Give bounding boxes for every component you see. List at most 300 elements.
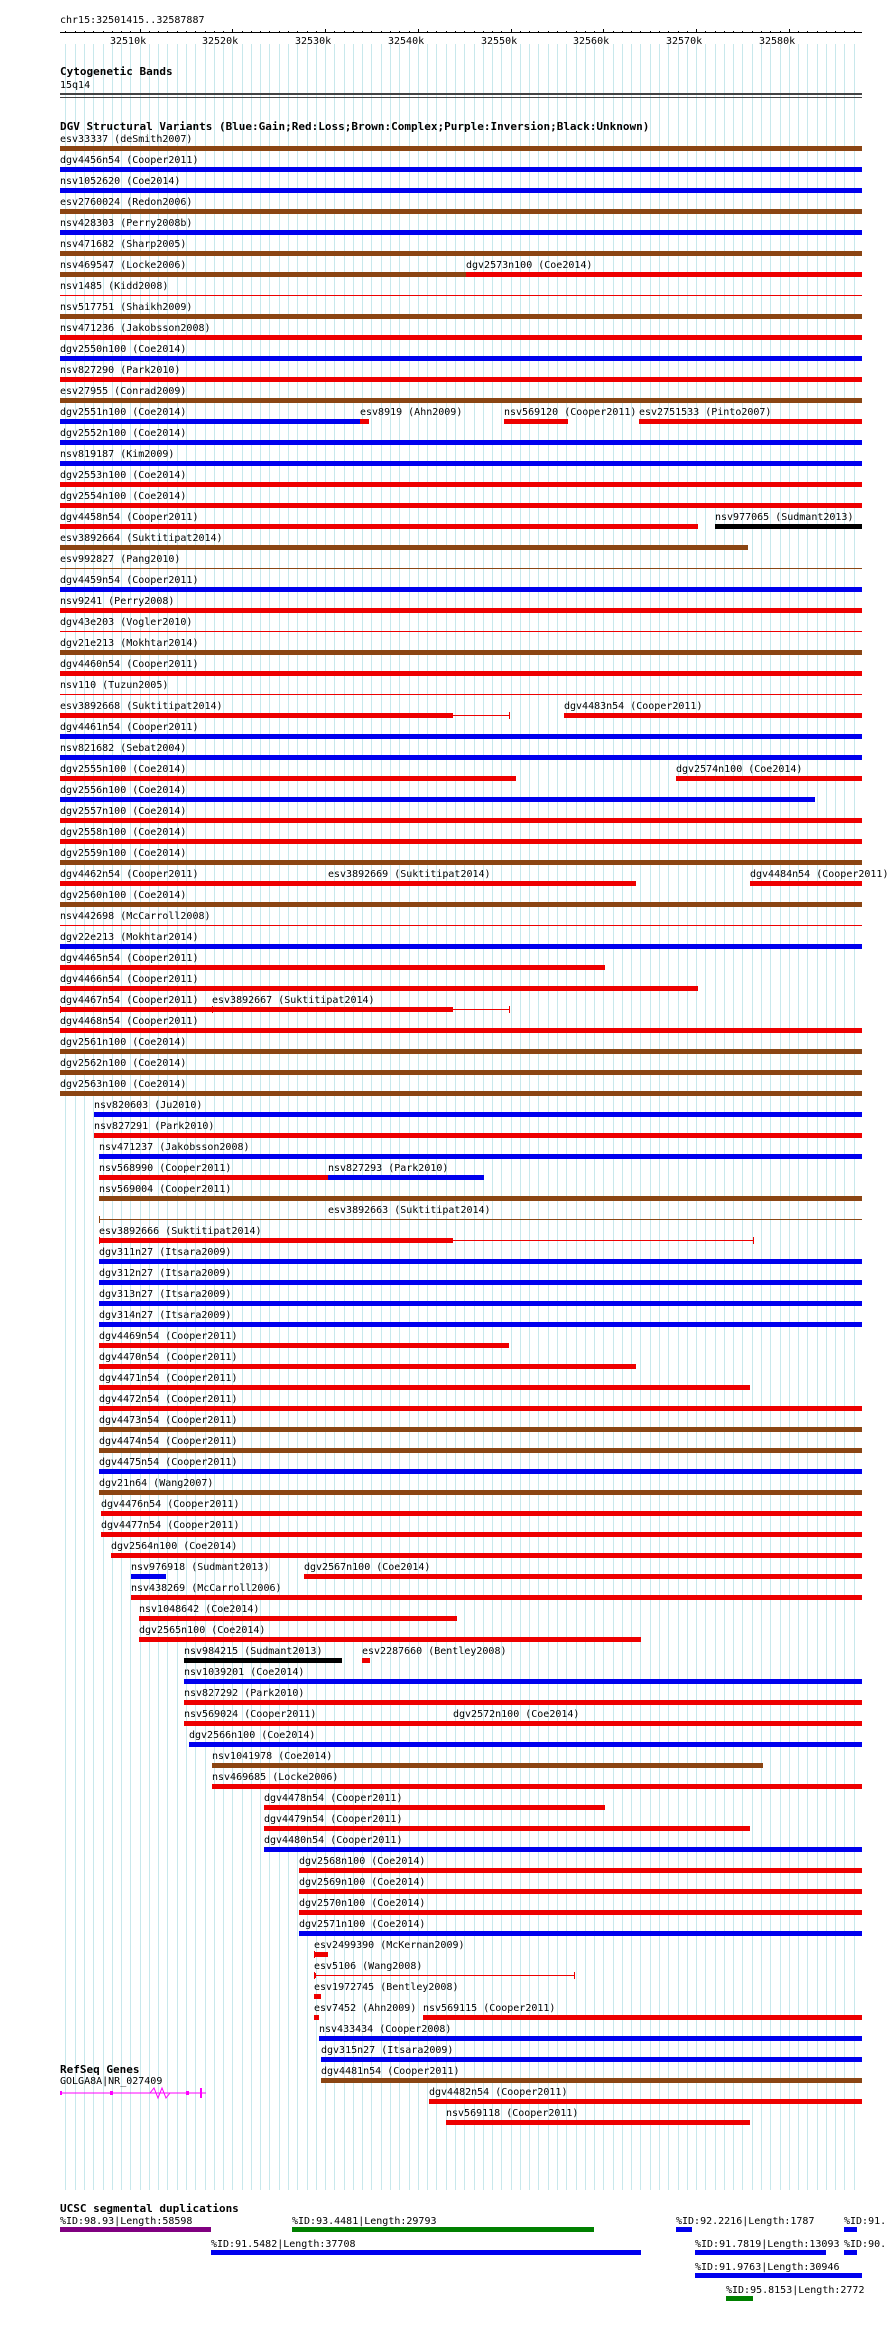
feature-label[interactable]: nsv471682 (Sharp2005): [60, 239, 187, 250]
feature-label[interactable]: dgv2571n100 (Coe2014): [299, 1919, 426, 1930]
feature-bar[interactable]: [328, 1219, 862, 1220]
ruler-minor-tick: [84, 31, 85, 33]
feature-label[interactable]: %ID:91.: [844, 2216, 887, 2227]
feature-label[interactable]: esv8919 (Ahn2009): [360, 407, 463, 418]
feature-bar[interactable]: [564, 713, 862, 718]
feature-bar[interactable]: [60, 587, 862, 592]
feature-label[interactable]: nsv471237 (Jakobsson2008): [99, 1142, 250, 1153]
feature-bar[interactable]: [99, 1427, 862, 1432]
feature-label[interactable]: nsv568990 (Cooper2011): [99, 1163, 232, 1174]
feature-bar[interactable]: [60, 503, 862, 508]
feature-bar[interactable]: [60, 734, 862, 739]
ruler-minor-tick: [844, 31, 845, 33]
feature-label[interactable]: dgv4462n54 (Cooper2011): [60, 869, 199, 880]
feature-label[interactable]: esv7452 (Ahn2009): [314, 2003, 417, 2014]
feature-label[interactable]: %ID:95.8153|Length:2772: [726, 2285, 865, 2296]
ruler-minor-tick: [279, 31, 280, 33]
feature-label[interactable]: esv3892668 (Suktitipat2014): [60, 701, 223, 712]
feature-label[interactable]: nsv9241 (Perry2008): [60, 596, 175, 607]
feature-label[interactable]: esv992827 (Pang2010): [60, 554, 181, 565]
feature-bar[interactable]: [99, 1322, 862, 1327]
feature-bar[interactable]: [423, 2015, 862, 2020]
feature-bar[interactable]: [60, 797, 815, 802]
segdup-track-title[interactable]: UCSC segmental duplications: [60, 2202, 239, 2215]
feature-bar[interactable]: [111, 1553, 862, 1558]
feature-label[interactable]: dgv2570n100 (Coe2014): [299, 1898, 426, 1909]
feature-bar[interactable]: [189, 1742, 862, 1747]
feature-label[interactable]: nsv428303 (Perry2008b): [60, 218, 193, 229]
feature-label[interactable]: dgv4466n54 (Cooper2011): [60, 974, 199, 985]
feature-label[interactable]: esv3892667 (Suktitipat2014): [212, 995, 375, 1006]
feature-bar[interactable]: [299, 1910, 862, 1915]
feature-bar[interactable]: [60, 902, 862, 907]
feature-label[interactable]: dgv2551n100 (Coe2014): [60, 407, 187, 418]
ruler-minor-tick: [269, 31, 270, 33]
feature-bar[interactable]: [94, 1133, 862, 1138]
feature-bar[interactable]: [60, 568, 862, 569]
feature-bar[interactable]: [844, 2250, 857, 2255]
feature-bar[interactable]: [60, 314, 862, 319]
feature-label[interactable]: dgv2566n100 (Coe2014): [189, 1730, 316, 1741]
feature-bar[interactable]: [60, 251, 862, 256]
feature-bar[interactable]: [184, 1658, 342, 1663]
feature-bar[interactable]: [99, 1301, 862, 1306]
feature-bar[interactable]: [131, 1574, 166, 1579]
feature-label[interactable]: nsv469685 (Locke2006): [212, 1772, 339, 1783]
ruler-minor-tick: [668, 31, 669, 33]
feature-bar[interactable]: [264, 1847, 862, 1852]
feature-bar[interactable]: [139, 1616, 457, 1621]
feature-label[interactable]: %ID:93.4481|Length:29793: [292, 2216, 437, 2227]
ruler-minor-tick: [353, 31, 354, 33]
feature-label[interactable]: dgv4474n54 (Cooper2011): [99, 1436, 238, 1447]
feature-bar[interactable]: [264, 1826, 750, 1831]
feature-label[interactable]: dgv4478n54 (Cooper2011): [264, 1793, 403, 1804]
feature-label[interactable]: esv3892664 (Suktitipat2014): [60, 533, 223, 544]
feature-bar[interactable]: [131, 1595, 862, 1600]
feature-label[interactable]: nsv110 (Tuzun2005): [60, 680, 169, 691]
feature-label[interactable]: nsv827291 (Park2010): [94, 1121, 215, 1132]
feature-bar[interactable]: [60, 461, 862, 466]
feature-label[interactable]: dgv4467n54 (Cooper2011): [60, 995, 199, 1006]
feature-label[interactable]: esv5106 (Wang2008): [314, 1961, 423, 1972]
feature-bar[interactable]: [99, 1364, 636, 1369]
feature-label[interactable]: nsv827293 (Park2010): [328, 1163, 449, 1174]
ruler-minor-tick: [817, 31, 818, 33]
feature-label[interactable]: %ID:91.7819|Length:13093: [695, 2239, 840, 2250]
ruler-minor-tick: [167, 31, 168, 33]
feature-label[interactable]: nsv1052620 (Coe2014): [60, 176, 181, 187]
feature-bar[interactable]: [60, 860, 862, 865]
feature-label[interactable]: nsv569118 (Cooper2011): [446, 2108, 579, 2119]
feature-bar[interactable]: [60, 356, 862, 361]
feature-bar[interactable]: [99, 1175, 328, 1180]
feature-label[interactable]: nsv471236 (Jakobsson2008): [60, 323, 211, 334]
feature-label[interactable]: esv2499390 (McKernan2009): [314, 1940, 465, 1951]
feature-label[interactable]: dgv22e213 (Mokhtar2014): [60, 932, 199, 943]
feature-label[interactable]: nsv569024 (Cooper2011): [184, 1709, 317, 1720]
feature-label[interactable]: dgv2568n100 (Coe2014): [299, 1856, 426, 1867]
feature-bar[interactable]: [99, 1343, 509, 1348]
feature-bar[interactable]: [60, 839, 862, 844]
ruler-minor-tick: [798, 31, 799, 33]
feature-bar[interactable]: [299, 1931, 862, 1936]
feature-label[interactable]: nsv1041978 (Coe2014): [212, 1751, 333, 1762]
feature-label[interactable]: nsv1048642 (Coe2014): [139, 1604, 260, 1615]
feature-label[interactable]: dgv2572n100 (Coe2014): [453, 1709, 580, 1720]
feature-label[interactable]: dgv4469n54 (Cooper2011): [99, 1331, 238, 1342]
feature-label[interactable]: nsv820603 (Ju2010): [94, 1100, 203, 1111]
feature-label[interactable]: dgv2556n100 (Coe2014): [60, 785, 187, 796]
feature-connector: [453, 715, 509, 716]
ruler-major-tick: [696, 29, 697, 33]
feature-bar[interactable]: [328, 1175, 484, 1180]
feature-bar[interactable]: [314, 1952, 328, 1957]
feature-label[interactable]: %ID:90.: [844, 2239, 887, 2250]
feature-bar[interactable]: [139, 1637, 641, 1642]
feature-start-tick: [314, 1951, 315, 1958]
ruler-minor-tick: [631, 31, 632, 33]
feature-bar[interactable]: [321, 2078, 862, 2083]
feature-label[interactable]: dgv4468n54 (Cooper2011): [60, 1016, 199, 1027]
feature-label[interactable]: dgv2555n100 (Coe2014): [60, 764, 187, 775]
ruler-minor-tick: [742, 31, 743, 33]
feature-bar[interactable]: [60, 608, 862, 613]
feature-bar[interactable]: [99, 1448, 862, 1453]
feature-label[interactable]: dgv4481n54 (Cooper2011): [321, 2066, 460, 2077]
feature-bar[interactable]: [60, 1007, 212, 1012]
ruler-minor-tick: [483, 31, 484, 33]
ruler-minor-tick: [121, 31, 122, 33]
feature-label[interactable]: dgv2554n100 (Coe2014): [60, 491, 187, 502]
ruler-minor-tick: [622, 31, 623, 33]
feature-label[interactable]: dgv312n27 (Itsara2009): [99, 1268, 232, 1279]
feature-bar[interactable]: [314, 2015, 319, 2020]
feature-label[interactable]: dgv4458n54 (Cooper2011): [60, 512, 199, 523]
feature-bar[interactable]: [60, 713, 453, 718]
feature-label[interactable]: dgv4477n54 (Cooper2011): [101, 1520, 240, 1531]
feature-label[interactable]: dgv4484n54 (Cooper2011): [750, 869, 889, 880]
feature-label[interactable]: nsv569120 (Cooper2011): [504, 407, 637, 418]
feature-label[interactable]: dgv313n27 (Itsara2009): [99, 1289, 232, 1300]
feature-label[interactable]: nsv438269 (McCarroll2006): [131, 1583, 282, 1594]
feature-label[interactable]: %ID:91.5482|Length:37708: [211, 2239, 356, 2250]
feature-bar[interactable]: [212, 1007, 453, 1012]
ruler-minor-tick: [436, 31, 437, 33]
feature-label[interactable]: dgv2569n100 (Coe2014): [299, 1877, 426, 1888]
feature-bar[interactable]: [184, 1721, 453, 1726]
feature-bar[interactable]: [60, 398, 862, 403]
feature-bar[interactable]: [60, 818, 862, 823]
cytoband-track-title[interactable]: Cytogenetic Bands: [60, 65, 173, 78]
ruler-minor-tick: [344, 31, 345, 33]
feature-label[interactable]: nsv469547 (Locke2006): [60, 260, 187, 271]
feature-bar[interactable]: [101, 1511, 862, 1516]
feature-bar[interactable]: [99, 1154, 862, 1159]
feature-label[interactable]: dgv43e203 (Vogler2010): [60, 617, 193, 628]
feature-bar[interactable]: [60, 881, 328, 886]
feature-label[interactable]: esv27955 (Conrad2009): [60, 386, 187, 397]
feature-bar[interactable]: [60, 545, 748, 550]
feature-bar[interactable]: [695, 2250, 826, 2255]
feature-bar[interactable]: [60, 671, 862, 676]
ruler-minor-tick: [223, 31, 224, 33]
ruler-minor-tick: [186, 31, 187, 33]
feature-bar[interactable]: [101, 1532, 862, 1537]
feature-label[interactable]: dgv4483n54 (Cooper2011): [564, 701, 703, 712]
feature-label[interactable]: esv3892666 (Suktitipat2014): [99, 1226, 262, 1237]
feature-bar[interactable]: [676, 2227, 692, 2232]
feature-bar[interactable]: [60, 440, 862, 445]
feature-label[interactable]: dgv4465n54 (Cooper2011): [60, 953, 199, 964]
feature-bar[interactable]: [99, 1196, 862, 1201]
feature-bar[interactable]: [299, 1889, 862, 1894]
feature-bar[interactable]: [99, 1385, 750, 1390]
feature-bar[interactable]: [504, 419, 568, 424]
feature-bar[interactable]: [60, 925, 862, 926]
feature-label[interactable]: esv3892663 (Suktitipat2014): [328, 1205, 491, 1216]
ruler-minor-tick: [455, 31, 456, 33]
feature-label[interactable]: esv2760024 (Redon2006): [60, 197, 193, 208]
ruler-minor-tick: [288, 31, 289, 33]
feature-bar[interactable]: [60, 295, 862, 296]
feature-bar[interactable]: [676, 776, 862, 781]
feature-label[interactable]: dgv4479n54 (Cooper2011): [264, 1814, 403, 1825]
feature-label[interactable]: dgv4480n54 (Cooper2011): [264, 1835, 403, 1846]
feature-bar[interactable]: [60, 272, 466, 277]
feature-bar[interactable]: [60, 965, 605, 970]
feature-bar[interactable]: [212, 1784, 862, 1789]
feature-label[interactable]: dgv2562n100 (Coe2014): [60, 1058, 187, 1069]
feature-label[interactable]: dgv2564n100 (Coe2014): [111, 1541, 238, 1552]
feature-start-tick: [60, 1006, 61, 1013]
feature-label[interactable]: dgv315n27 (Itsara2009): [321, 2045, 454, 2056]
refseq-gene-glyph[interactable]: [60, 2086, 210, 2100]
feature-bar[interactable]: [726, 2296, 753, 2301]
ruler-minor-tick: [576, 31, 577, 33]
feature-label[interactable]: nsv442698 (McCarroll2008): [60, 911, 211, 922]
feature-label[interactable]: dgv4461n54 (Cooper2011): [60, 722, 199, 733]
feature-bar[interactable]: [99, 1469, 862, 1474]
feature-bar[interactable]: [99, 1406, 862, 1411]
feature-label[interactable]: dgv2558n100 (Coe2014): [60, 827, 187, 838]
ruler-minor-tick: [538, 31, 539, 33]
feature-bar[interactable]: [60, 2227, 211, 2232]
ruler-minor-tick: [752, 31, 753, 33]
feature-label[interactable]: nsv976918 (Sudmant2013): [131, 1562, 270, 1573]
feature-label[interactable]: nsv977065 (Sudmant2013): [715, 512, 854, 523]
ruler-minor-tick: [492, 31, 493, 33]
feature-label[interactable]: nsv984215 (Sudmant2013): [184, 1646, 323, 1657]
ruler-minor-tick: [474, 31, 475, 33]
feature-label[interactable]: esv2751533 (Pinto2007): [639, 407, 772, 418]
feature-bar[interactable]: [60, 230, 862, 235]
feature-label[interactable]: dgv314n27 (Itsara2009): [99, 1310, 232, 1321]
feature-label[interactable]: nsv517751 (Shaikh2009): [60, 302, 193, 313]
feature-bar[interactable]: [94, 1112, 862, 1117]
feature-bar[interactable]: [99, 1238, 453, 1243]
feature-bar[interactable]: [60, 694, 862, 695]
feature-bar[interactable]: [446, 2120, 750, 2125]
feature-bar[interactable]: [453, 1721, 862, 1726]
feature-bar[interactable]: [60, 188, 862, 193]
ruler-minor-tick: [566, 31, 567, 33]
feature-label[interactable]: dgv2561n100 (Coe2014): [60, 1037, 187, 1048]
feature-end-tick: [753, 1237, 754, 1244]
feature-bar[interactable]: [60, 335, 862, 340]
feature-label[interactable]: esv1972745 (Bentley2008): [314, 1982, 459, 1993]
feature-label[interactable]: %ID:91.9763|Length:30946: [695, 2262, 840, 2273]
feature-label[interactable]: esv33337 (deSmith2007): [60, 134, 193, 145]
ruler-minor-tick: [362, 31, 363, 33]
feature-label[interactable]: dgv2573n100 (Coe2014): [466, 260, 593, 271]
feature-label[interactable]: dgv311n27 (Itsara2009): [99, 1247, 232, 1258]
feature-label[interactable]: dgv2557n100 (Coe2014): [60, 806, 187, 817]
feature-label[interactable]: dgv21e213 (Mokhtar2014): [60, 638, 199, 649]
feature-bar[interactable]: [60, 1028, 862, 1033]
feature-label[interactable]: nsv433434 (Cooper2008): [319, 2024, 452, 2035]
feature-bar[interactable]: [321, 2057, 862, 2062]
feature-label[interactable]: dgv4456n54 (Cooper2011): [60, 155, 199, 166]
feature-label[interactable]: dgv4460n54 (Cooper2011): [60, 659, 199, 670]
feature-label[interactable]: dgv2565n100 (Coe2014): [139, 1625, 266, 1636]
feature-bar[interactable]: [60, 776, 516, 781]
refseq-track-title[interactable]: RefSeq Genes: [60, 2063, 140, 2076]
feature-bar[interactable]: [750, 881, 862, 886]
feature-bar[interactable]: [639, 419, 862, 424]
feature-label[interactable]: dgv4470n54 (Cooper2011): [99, 1352, 238, 1363]
feature-label[interactable]: %ID:98.93|Length:58598: [60, 2216, 193, 2227]
feature-bar[interactable]: [360, 419, 369, 424]
feature-label[interactable]: dgv2553n100 (Coe2014): [60, 470, 187, 481]
ruler-minor-tick: [594, 31, 595, 33]
feature-label[interactable]: dgv2567n100 (Coe2014): [304, 1562, 431, 1573]
feature-label[interactable]: dgv2574n100 (Coe2014): [676, 764, 803, 775]
feature-label[interactable]: dgv4482n54 (Cooper2011): [429, 2087, 568, 2098]
feature-bar[interactable]: [695, 2273, 862, 2278]
ruler-minor-tick: [177, 31, 178, 33]
feature-label[interactable]: dgv21n64 (Wang2007): [99, 1478, 214, 1489]
feature-bar[interactable]: [304, 1574, 862, 1579]
ruler-minor-tick: [501, 31, 502, 33]
feature-bar[interactable]: [319, 2036, 862, 2041]
feature-bar[interactable]: [184, 1679, 862, 1684]
feature-label[interactable]: dgv4459n54 (Cooper2011): [60, 575, 199, 586]
ruler-minor-tick: [158, 31, 159, 33]
ruler-minor-tick: [733, 31, 734, 33]
feature-label[interactable]: dgv2550n100 (Coe2014): [60, 344, 187, 355]
feature-bar[interactable]: [60, 1091, 862, 1096]
feature-bar[interactable]: [429, 2099, 862, 2104]
ruler-minor-tick: [427, 31, 428, 33]
feature-label[interactable]: dgv4476n54 (Cooper2011): [101, 1499, 240, 1510]
feature-bar[interactable]: [211, 2250, 641, 2255]
feature-connector: [99, 1219, 328, 1220]
feature-bar[interactable]: [314, 1994, 321, 1999]
feature-bar[interactable]: [60, 524, 698, 529]
ruler-major-tick: [511, 29, 512, 33]
feature-label[interactable]: dgv4471n54 (Cooper2011): [99, 1373, 238, 1384]
feature-bar[interactable]: [844, 2227, 857, 2232]
feature-bar[interactable]: [60, 944, 862, 949]
feature-bar[interactable]: [212, 1763, 763, 1768]
ruler-minor-tick: [195, 31, 196, 33]
feature-label[interactable]: dgv4473n54 (Cooper2011): [99, 1415, 238, 1426]
feature-label[interactable]: %ID:92.2216|Length:1787: [676, 2216, 815, 2227]
ruler-minor-tick: [687, 31, 688, 33]
ruler-tick-label: 32560k: [573, 36, 610, 47]
feature-bar[interactable]: [184, 1700, 862, 1705]
feature-label[interactable]: dgv2559n100 (Coe2014): [60, 848, 187, 859]
feature-label[interactable]: dgv2563n100 (Coe2014): [60, 1079, 187, 1090]
feature-bar[interactable]: [328, 881, 636, 886]
feature-label[interactable]: dgv2560n100 (Coe2014): [60, 890, 187, 901]
ruler-minor-tick: [214, 31, 215, 33]
feature-bar[interactable]: [60, 1070, 862, 1075]
ruler-minor-tick: [251, 31, 252, 33]
dgv-track-title[interactable]: DGV Structural Variants (Blue:Gain;Red:Loss;Brown:Complex;Purple:Inversion;Black:Unknown): [60, 120, 650, 133]
feature-bar[interactable]: [362, 1658, 370, 1663]
feature-label[interactable]: dgv4472n54 (Cooper2011): [99, 1394, 238, 1405]
feature-label[interactable]: nsv569115 (Cooper2011): [423, 2003, 556, 2014]
feature-bar[interactable]: [60, 986, 698, 991]
feature-bar[interactable]: [60, 419, 360, 424]
ruler-minor-tick: [529, 31, 530, 33]
feature-bar[interactable]: [292, 2227, 594, 2232]
feature-bar[interactable]: [60, 209, 862, 214]
feature-label[interactable]: nsv827290 (Park2010): [60, 365, 181, 376]
ruler-minor-tick: [705, 31, 706, 33]
feature-bar[interactable]: [466, 272, 862, 277]
ruler-major-tick: [418, 29, 419, 33]
feature-label[interactable]: nsv1485 (Kidd2008): [60, 281, 169, 292]
feature-connector: [316, 1975, 574, 1976]
ruler-major-tick: [140, 29, 141, 33]
feature-label[interactable]: dgv2552n100 (Coe2014): [60, 428, 187, 439]
cytoband-bar[interactable]: [60, 93, 862, 95]
feature-bar[interactable]: [264, 1805, 605, 1810]
feature-label[interactable]: nsv821682 (Sebat2004): [60, 743, 187, 754]
feature-bar[interactable]: [60, 650, 862, 655]
ruler-tick-label: 32540k: [388, 36, 425, 47]
feature-label[interactable]: esv3892669 (Suktitipat2014): [328, 869, 491, 880]
feature-label[interactable]: esv2287660 (Bentley2008): [362, 1646, 507, 1657]
feature-label[interactable]: nsv827292 (Park2010): [184, 1688, 305, 1699]
feature-bar[interactable]: [715, 524, 862, 529]
feature-bar[interactable]: [99, 1490, 862, 1495]
ruler-minor-tick: [390, 31, 391, 33]
feature-bar[interactable]: [60, 482, 862, 487]
feature-bar[interactable]: [60, 1049, 862, 1054]
ruler-minor-tick: [297, 31, 298, 33]
feature-bar[interactable]: [60, 755, 862, 760]
feature-bar[interactable]: [99, 1259, 862, 1264]
feature-bar[interactable]: [299, 1868, 862, 1873]
feature-label[interactable]: nsv569004 (Cooper2011): [99, 1184, 232, 1195]
feature-bar[interactable]: [99, 1280, 862, 1285]
ruler-minor-tick: [640, 31, 641, 33]
feature-bar[interactable]: [60, 167, 862, 172]
feature-bar[interactable]: [60, 146, 862, 151]
feature-label[interactable]: dgv4475n54 (Cooper2011): [99, 1457, 238, 1468]
ruler-minor-tick: [65, 31, 66, 33]
feature-bar[interactable]: [60, 377, 862, 382]
feature-start-tick: [99, 1237, 100, 1244]
feature-label[interactable]: nsv819187 (Kim2009): [60, 449, 175, 460]
feature-bar[interactable]: [60, 631, 862, 632]
refseq-gene-label[interactable]: GOLGA8A|NR_027409: [60, 2076, 163, 2087]
feature-label[interactable]: nsv1039201 (Coe2014): [184, 1667, 305, 1678]
